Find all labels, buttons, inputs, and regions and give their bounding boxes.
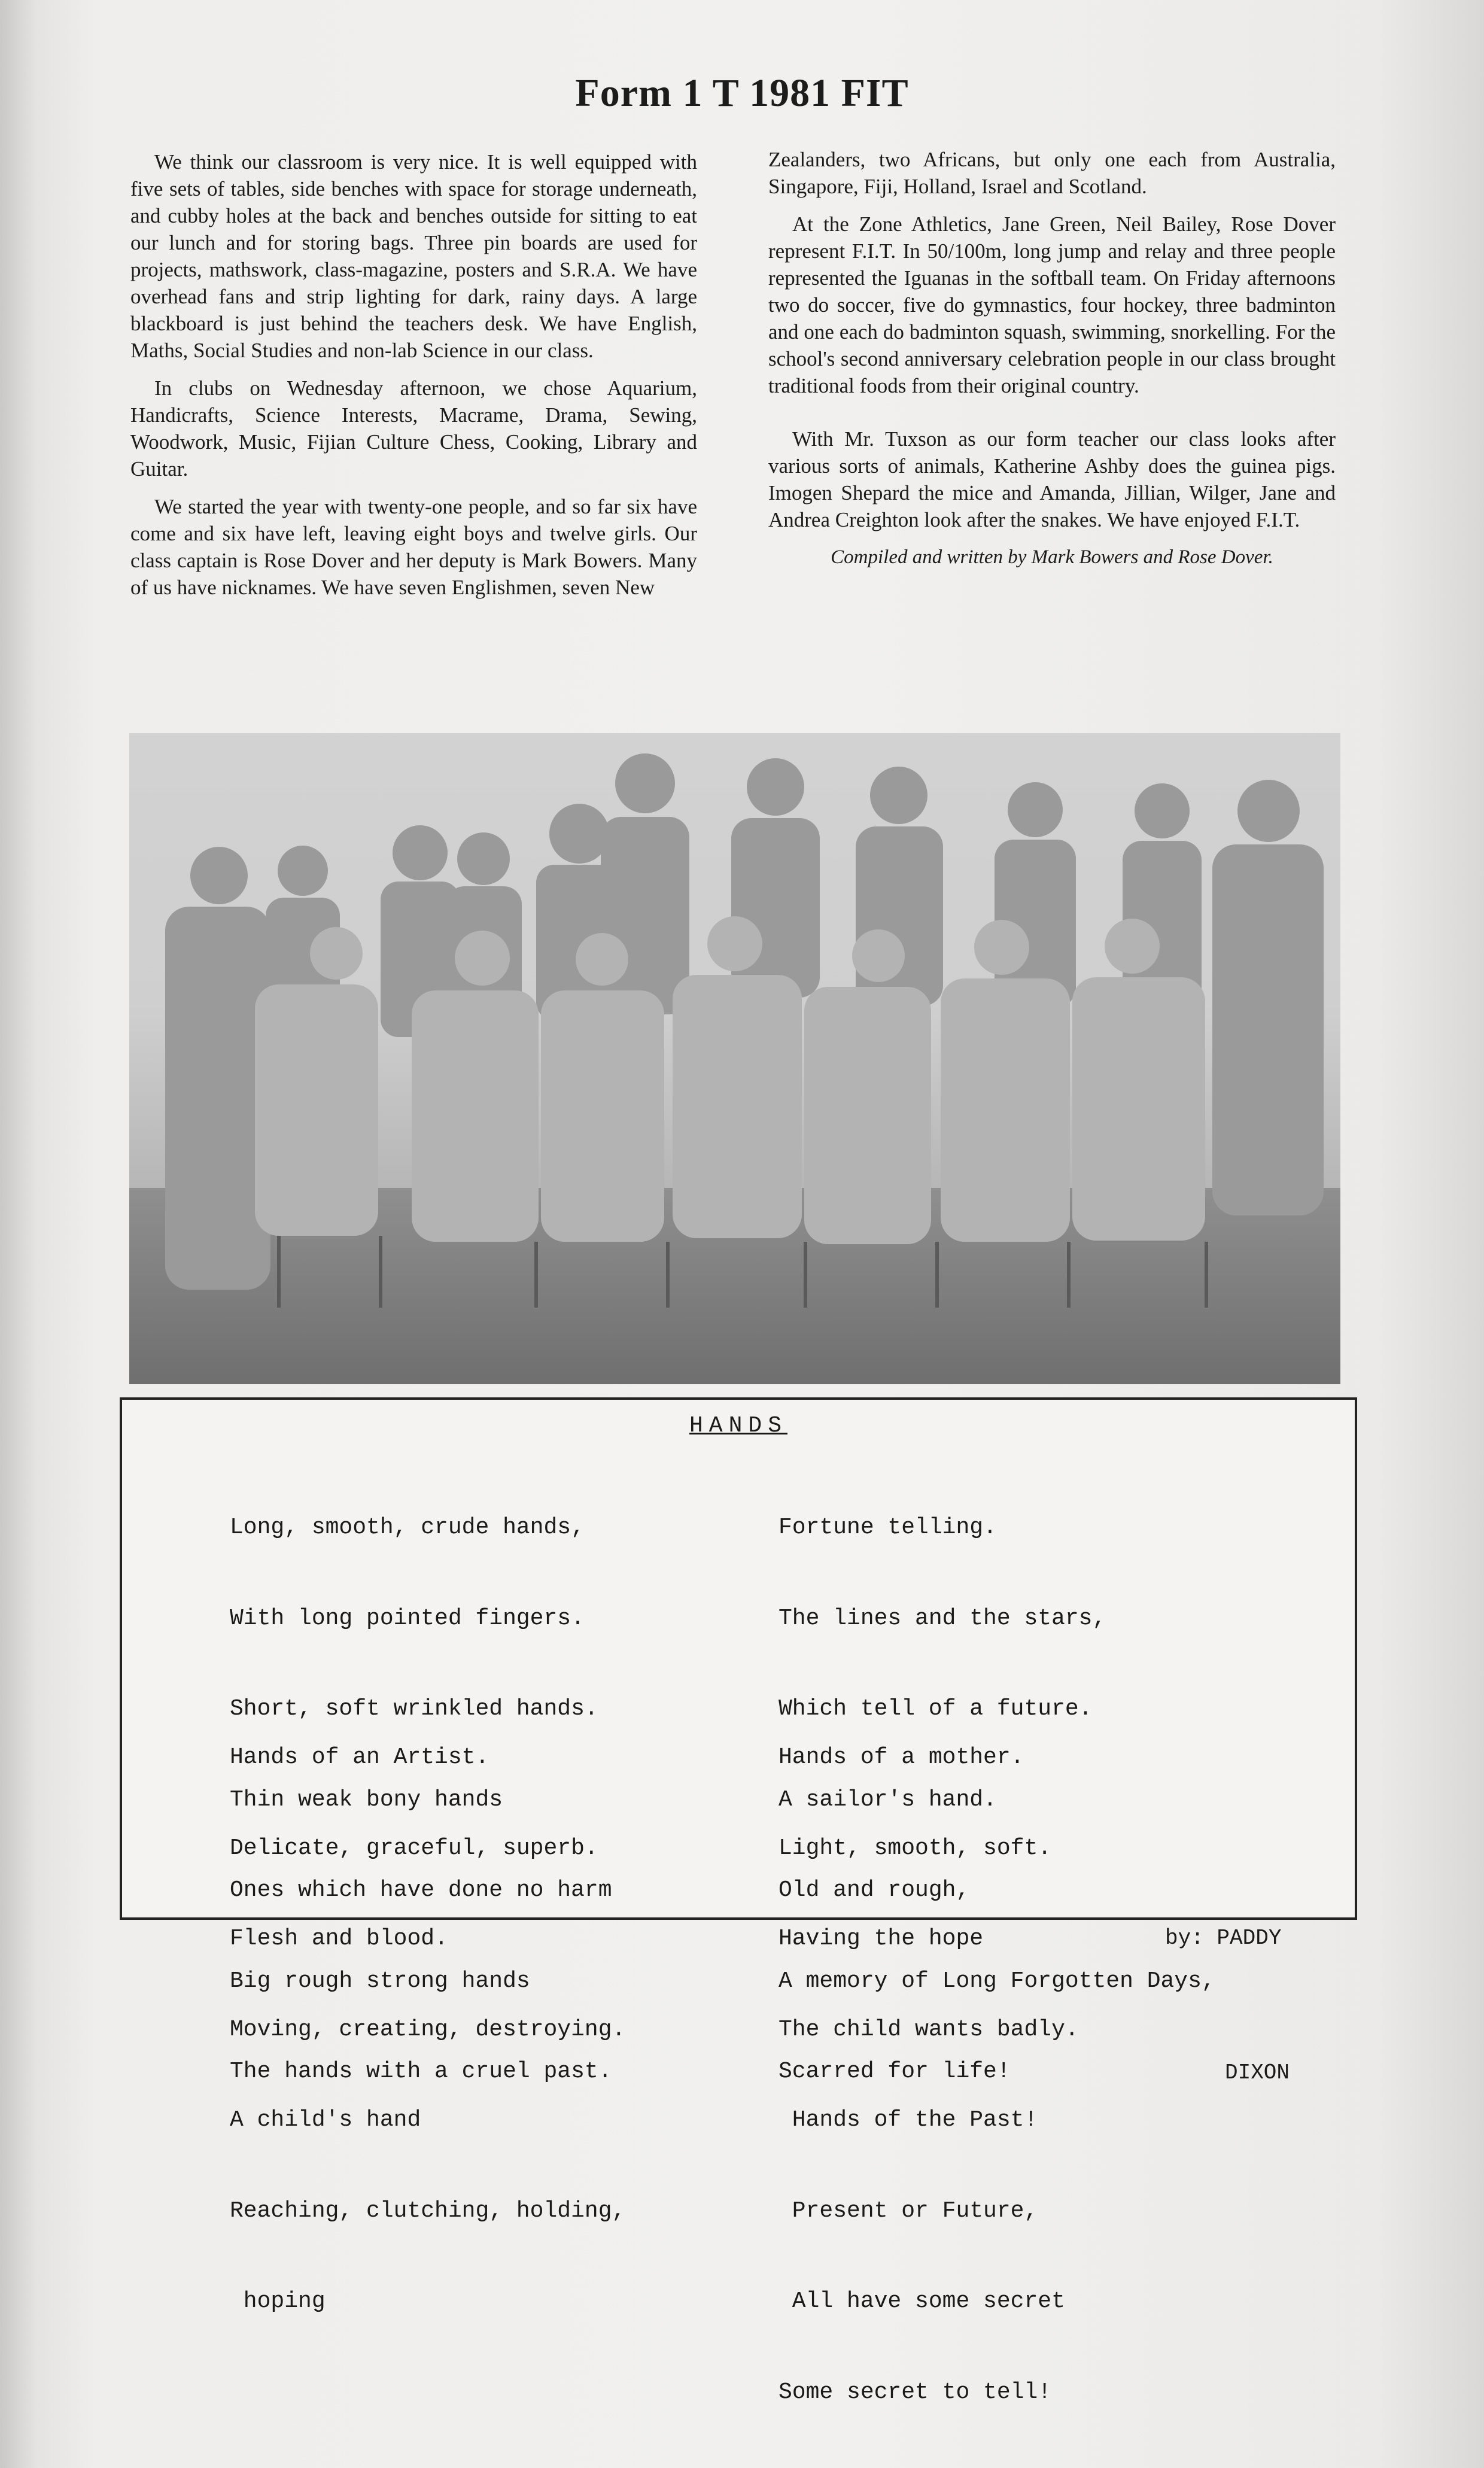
poem-line: All have some secret (779, 2288, 1065, 2314)
poem-line: Delicate, graceful, superb. (230, 1835, 598, 1861)
poem-line: Having the hope (779, 1926, 984, 1952)
class-photo-illustration (129, 733, 1340, 1384)
article-paragraph: Zealanders, two Africans, but only one each from Australia, Singapore, Fiji, Holland, Israel and Scotland. (768, 148, 1336, 198)
poem-line: Old and rough, (779, 1877, 970, 1903)
poem-line: A memory of Long Forgotten Days, (779, 1968, 1215, 1994)
poem-line: The hands with a cruel past. (230, 2059, 612, 2084)
poem-line: Light, smooth, soft. (779, 1835, 1052, 1861)
class-photograph (129, 733, 1340, 1384)
poem-line: Moving, creating, destroying. (230, 2016, 626, 2043)
poem-line: Big rough strong hands (230, 1968, 530, 1994)
poem-line: A child's hand (230, 2107, 421, 2133)
article-paragraph: With Mr. Tuxson as our form teacher our class looks after various sorts of animals, Katherine Ashby does the guinea pigs. Imogen Shepard the mice and Amanda, Jillian, Wilger, Jane and Andrea Creighton look after the snakes. We have enjoyed F.I.T. (768, 427, 1336, 531)
poem-line: Fortune telling. (779, 1515, 997, 1540)
article-paragraph: In clubs on Wednesday afternoon, we chose Aquarium, Handicrafts, Science Interests, Macrame, Drama, Sewing, Woodwork, Music, Fijian Culture Chess, Cooking, Library and Guitar. (130, 376, 697, 481)
poem-line: hoping (230, 2288, 326, 2314)
poem-author (1165, 1826, 1290, 2185)
poem-line: Present or Future, (779, 2198, 1038, 2224)
poem-line: Which tell of a future. (779, 1696, 1093, 1722)
poem-stanza-left-2 (230, 1682, 625, 2378)
article-credit: Compiled and written by Mark Bowers and Rose Dover. (831, 546, 1273, 568)
article-paragraph: We started the year with twenty-one people, and so far six have come and six have left, leaving eight boys and twelve girls. Our class captain is Rose Dover and her deputy is Mark Bowers. Many of us have nicknames. We have seven Englishmen, seven New (130, 495, 697, 599)
article-paragraph: We think our classroom is very nice. It is well equipped with five sets of tables, side benches with space for storage underneath, and cubby holes at the back and benches outside for sitting to eat our lunch and for storing bags. Three pin boards are used for projects, mathswork, class-magazine, posters and S.R.A. We have overhead fans and strip lighting for dark, rainy days. A large blackboard is just behind the teachers desk. We have English, Maths, Social Studies and non-lab Science in our class. (130, 150, 697, 362)
poem-line: Thin weak bony hands (230, 1786, 503, 1813)
poem-line: Scarred for life! (779, 2059, 1011, 2084)
poem-line: Short, soft wrinkled hands. (230, 1696, 598, 1722)
poem-title: HANDS (689, 1413, 788, 1439)
poem-line: With long pointed fingers. (230, 1605, 585, 1631)
poem-line: Ones which have done no harm (230, 1877, 612, 1903)
poem-line: Reaching, clutching, holding, (230, 2198, 626, 2224)
poem-author-line: DIXON (1225, 2060, 1290, 2085)
article-right-column (768, 146, 1336, 571)
poem-line: Some secret to tell! (779, 2379, 1052, 2405)
poem-stanza-right-2 (779, 1682, 1079, 2468)
poem-line: The lines and the stars, (779, 1605, 1106, 1631)
poem-line: Hands of an Artist. (230, 1744, 489, 1770)
poem-line: Hands of a mother. (779, 1744, 1024, 1770)
poem-line: Hands of the Past! (779, 2107, 1038, 2133)
poem-line: Long, smooth, crude hands, (230, 1515, 585, 1540)
poem-line: The child wants badly. (779, 2016, 1079, 2043)
article-paragraph: At the Zone Athletics, Jane Green, Neil Bailey, Rose Dover represent F.I.T. In 50/100m, long jump and relay and three people represented the Iguanas in the softball team. On Friday afternoons two do soccer, five do gymnastics, four hockey, three badminton and one each do badminton squash, swimming, snorkelling. For the school's second anniversary celebration people in our class brought traditional foods from their original country. (768, 212, 1336, 397)
poem-author-line: by: PADDY (1165, 1926, 1282, 1950)
poem-line: A sailor's hand. (779, 1786, 997, 1813)
poem-box (120, 1397, 1357, 2405)
article-left-column (130, 148, 697, 612)
page-title: Form 1 T 1981 FIT (575, 71, 909, 115)
poem-line: Flesh and blood. (230, 1926, 448, 1952)
